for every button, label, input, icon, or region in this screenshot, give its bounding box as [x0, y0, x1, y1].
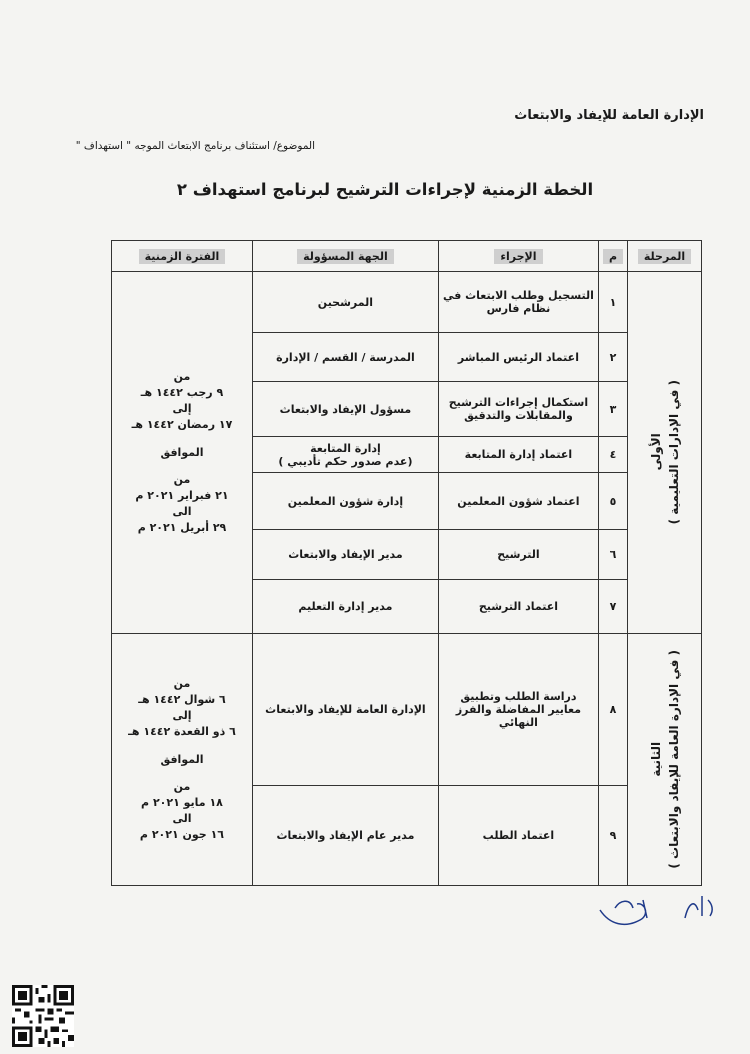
- row-num: ٩: [598, 786, 627, 886]
- row-responsible: المرشحين: [252, 272, 438, 333]
- row-procedure: اعتماد إدارة المتابعة: [438, 437, 598, 473]
- row-responsible-cell: [252, 437, 438, 473]
- row-procedure: اعتماد شؤون المعلمين: [438, 473, 598, 530]
- stage-1-period: من ٩ رجب ١٤٤٢ هـ إلى ١٧ رمضان ١٤٤٢ هـ الموافق من ٢١ فبراير ٢٠٢١ م الى ٢٩ أبريل ٢٠٢١ م: [112, 272, 253, 634]
- header-responsible: الجهة المسؤولة: [252, 241, 438, 272]
- row-num: ١: [598, 272, 627, 333]
- row-responsible: مدير عام الإيفاد والابتعاث: [252, 786, 438, 886]
- timeline-table: [111, 240, 702, 886]
- row-num: ٨: [598, 634, 627, 786]
- handwritten-signature-1: [595, 890, 660, 935]
- stage-2-cell: [628, 634, 702, 886]
- row-responsible: مسؤول الإيفاد والابتعاث: [252, 382, 438, 437]
- row-responsible: مدير إدارة التعليم: [252, 580, 438, 634]
- row-responsible-note: (عدم صدور حكم تأديبي ): [278, 454, 413, 468]
- stage-1-cell: [628, 272, 702, 634]
- row-procedure: اعتماد الرئيس المباشر: [438, 333, 598, 382]
- document-title: الخطة الزمنية لإجراءات الترشيح لبرنامج استهداف ٢: [176, 180, 594, 199]
- stage-2-name: الثانية: [648, 742, 663, 777]
- row-procedure: التسجيل وطلب الابتعاث في نظام فارس: [438, 272, 598, 333]
- header-procedure: الإجراء: [438, 241, 598, 272]
- row-responsible: مدير الإيفاد والابتعاث: [252, 530, 438, 580]
- row-num: ٧: [598, 580, 627, 634]
- row-procedure: اعتماد الطلب: [438, 786, 598, 886]
- row-responsible: إدارة المتابعة: [310, 441, 381, 455]
- row-responsible: الإدارة العامة للإيفاد والابتعاث: [252, 634, 438, 786]
- row-procedure: الترشيح: [438, 530, 598, 580]
- stage-2-scope: ( في الإدارة العامة للإيفاد والابتعاث ): [666, 650, 681, 869]
- table-header-row: [112, 241, 702, 272]
- header-num: م: [598, 241, 627, 272]
- row-num: ٥: [598, 473, 627, 530]
- row-responsible: إدارة شؤون المعلمين: [252, 473, 438, 530]
- handwritten-signature-2: [680, 890, 720, 925]
- stage-1-name: الأولى: [648, 433, 663, 472]
- stage-1-scope: ( في الإدارات التعليمية ): [666, 380, 681, 525]
- row-num: ٣: [598, 382, 627, 437]
- organization-name: الإدارة العامة للإيفاد والابتعاث: [514, 108, 704, 123]
- table-row: [112, 634, 702, 786]
- row-num: ٦: [598, 530, 627, 580]
- row-procedure: استكمال إجراءات الترشيح والمقابلات والتدقيق: [438, 382, 598, 437]
- table-row: [112, 272, 702, 333]
- row-responsible: المدرسة / القسم / الإدارة: [252, 333, 438, 382]
- row-num: ٤: [598, 437, 627, 473]
- header-stage: المرحلة: [628, 241, 702, 272]
- subject-line: الموضوع/ استئناف برنامج الابتعاث الموجه " استهداف ": [75, 140, 315, 152]
- stage-2-period: من ٦ شوال ١٤٤٢ هـ إلى ٦ ذو القعدة ١٤٤٢ هـ الموافق من ١٨ مايو ٢٠٢١ م الى ١٦ جون ٢٠٢١ م: [112, 634, 253, 886]
- row-num: ٢: [598, 333, 627, 382]
- header-period: الفترة الزمنية: [112, 241, 253, 272]
- row-procedure: دراسة الطلب وتطبيق معايير المفاضلة والفرز النهائي: [438, 634, 598, 786]
- row-procedure: اعتماد الترشيح: [438, 580, 598, 634]
- qr-code: [12, 985, 74, 1047]
